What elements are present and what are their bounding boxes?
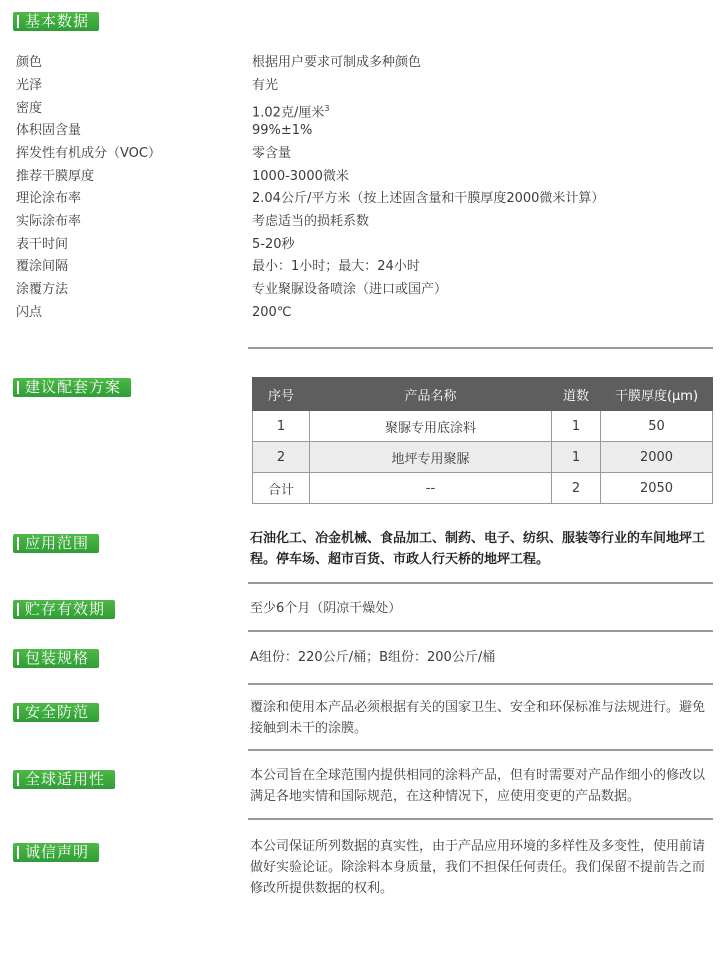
property-value: 有光 bbox=[252, 78, 279, 93]
application-text: 石油化工、冶金机械、食品加工、制药、电子、纺织、服装等行业的车间地坪工程。停车场、超市百货、市政人行天桥的地坪工程。 bbox=[250, 531, 706, 567]
safety-text: 覆涂和使用本产品必须根据有关的国家卫生、安全和环保标准与法规进行。避免接触到未干的涂膜。 bbox=[250, 700, 706, 736]
property-label: 颜色 bbox=[16, 55, 43, 70]
property-label: 体积固含量 bbox=[16, 123, 82, 138]
property-label: 闪点 bbox=[16, 305, 43, 320]
suite-table bbox=[252, 377, 713, 504]
section-tag-basic-data: 基本数据 bbox=[13, 12, 99, 31]
section-divider bbox=[248, 347, 713, 349]
section-tag-safety: 安全防范 bbox=[13, 703, 99, 722]
section-tag-packaging: 包装规格 bbox=[13, 649, 99, 668]
property-value: 99%±1% bbox=[252, 123, 313, 138]
table-cell: 1 bbox=[253, 411, 310, 442]
table-row-total bbox=[253, 473, 713, 504]
table-cell: 50 bbox=[601, 411, 713, 442]
density-value: 1.02克/厘米 bbox=[252, 105, 325, 121]
property-value: 根据用户要求可制成多种颜色 bbox=[252, 55, 422, 70]
table-cell: 合计 bbox=[253, 473, 310, 504]
table-cell: 地坪专用聚脲 bbox=[310, 442, 552, 473]
table-header-cell: 产品名称 bbox=[310, 378, 552, 411]
property-value-density bbox=[252, 100, 329, 122]
property-value: 考虑适当的损耗系数 bbox=[252, 214, 370, 229]
property-label: 理论涂布率 bbox=[16, 191, 82, 206]
property-label: 实际涂布率 bbox=[16, 214, 82, 229]
section-tag-shelf-life: 贮存有效期 bbox=[13, 600, 115, 619]
density-unit-superscript: 3 bbox=[324, 104, 330, 113]
property-label: 覆涂间隔 bbox=[16, 259, 69, 274]
property-label: 涂覆方法 bbox=[16, 282, 69, 297]
table-cell: 2 bbox=[253, 442, 310, 473]
property-value: 2.04公斤/平方米（按上述固含量和干膜厚度2000微米计算） bbox=[252, 191, 605, 206]
property-value: 200℃ bbox=[252, 305, 292, 320]
global-text: 本公司旨在全球范围内提供相同的涂料产品，但有时需要对产品作细小的修改以满足各地实情和国际规范，在这种情况下，应使用变更的产品数据。 bbox=[250, 768, 706, 804]
table-cell: 聚脲专用底涂料 bbox=[310, 411, 552, 442]
property-value: 1000-3000微米 bbox=[252, 169, 349, 184]
table-header-row bbox=[253, 378, 713, 411]
property-value: 最小：1小时；最大：24小时 bbox=[252, 259, 420, 274]
table-header-cell: 干膜厚度(μm) bbox=[601, 378, 713, 411]
property-value: 零含量 bbox=[252, 146, 292, 161]
section-divider bbox=[248, 818, 713, 820]
table-header-cell: 道数 bbox=[552, 378, 601, 411]
property-label: 表干时间 bbox=[16, 237, 69, 252]
table-cell: 1 bbox=[552, 442, 601, 473]
property-label: 光泽 bbox=[16, 78, 43, 93]
property-label: 挥发性有机成分（VOC） bbox=[16, 146, 161, 161]
property-value: 5-20秒 bbox=[252, 237, 295, 252]
integrity-text: 本公司保证所列数据的真实性，由于产品应用环境的多样性及多变性，使用前请做好实验论证。除涂料本身质量，我们不担保任何责任。我们保留不提前告之而修改所提供数据的权利。 bbox=[250, 839, 706, 896]
table-header-cell: 序号 bbox=[253, 378, 310, 411]
shelf-life-text: 至少6个月（阴凉干燥处） bbox=[250, 601, 402, 616]
section-divider bbox=[248, 582, 713, 584]
table-cell: -- bbox=[310, 473, 552, 504]
property-label: 推荐干膜厚度 bbox=[16, 169, 95, 184]
property-label: 密度 bbox=[16, 101, 43, 116]
section-divider bbox=[248, 630, 713, 632]
section-tag-application: 应用范围 bbox=[13, 534, 99, 553]
table-cell: 2050 bbox=[601, 473, 713, 504]
section-tag-global: 全球适用性 bbox=[13, 770, 115, 789]
section-tag-integrity: 诚信声明 bbox=[13, 843, 99, 862]
packaging-text: A组份：220公斤/桶；B组份：200公斤/桶 bbox=[250, 650, 496, 665]
table-cell: 2 bbox=[552, 473, 601, 504]
table-row bbox=[253, 411, 713, 442]
property-value: 专业聚脲设备喷涂（进口或国产） bbox=[252, 282, 448, 297]
table-cell: 1 bbox=[552, 411, 601, 442]
section-divider bbox=[248, 683, 713, 685]
table-cell: 2000 bbox=[601, 442, 713, 473]
table-row bbox=[253, 442, 713, 473]
section-divider bbox=[248, 749, 713, 751]
section-tag-suite: 建议配套方案 bbox=[13, 378, 131, 397]
